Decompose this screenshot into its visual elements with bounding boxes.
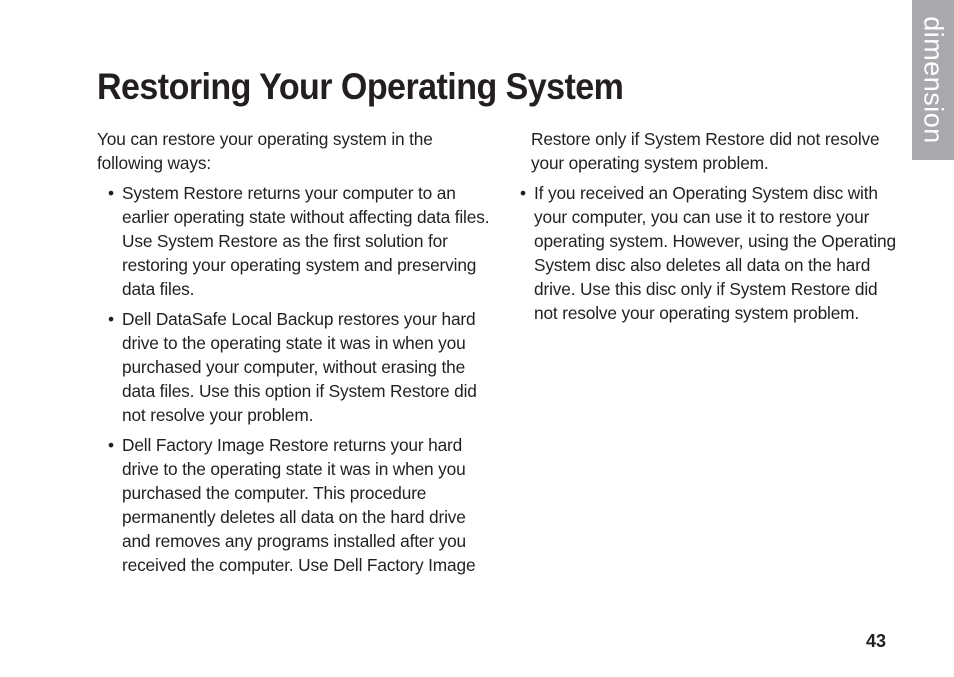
list-item-text: Dell Factory Image Restore returns your hard drive to the operating state it was in when you purchased the computer. This procedure permanently deletes all data on the hard drive and removes any programs installed after you received the computer. Use Dell Factory Image bbox=[122, 435, 476, 575]
side-tab bbox=[912, 0, 954, 160]
side-tab-label: dimension bbox=[918, 16, 949, 144]
list-item-factory-image-restore bbox=[108, 433, 492, 577]
right-column bbox=[520, 127, 905, 331]
bullet-icon: • bbox=[108, 183, 114, 203]
continued-paragraph: Restore only if System Restore did not resolve your operating system problem. bbox=[531, 129, 880, 173]
list-item-text: System Restore returns your computer to an earlier operating state without affecting data files. Use System Restore as the first solution for restoring your operating system and preserving data files. bbox=[122, 183, 490, 299]
restore-options-list bbox=[97, 181, 492, 577]
bullet-icon: • bbox=[108, 309, 114, 329]
left-column bbox=[97, 127, 492, 583]
list-item-datasafe-backup bbox=[108, 307, 492, 427]
restore-options-list-continued bbox=[520, 181, 905, 325]
page-title: Restoring Your Operating System bbox=[97, 66, 624, 107]
bullet-icon: • bbox=[520, 183, 526, 203]
list-item-text: Dell DataSafe Local Backup restores your hard drive to the operating state it was in when you purchased your computer, without erasing the data files. Use this option if System Restore did not resolve your problem. bbox=[122, 309, 477, 425]
list-item-system-restore bbox=[108, 181, 492, 301]
list-item-text: If you received an Operating System disc with your computer, you can use it to restore your operating system. However, using the Operating System disc also deletes all data on the hard drive. Use this disc only if System Restore did not resolve your operating system problem. bbox=[534, 183, 896, 323]
bullet-icon: • bbox=[108, 435, 114, 455]
intro-paragraph: You can restore your operating system in the following ways: bbox=[97, 129, 433, 173]
list-item-operating-system-disc bbox=[520, 181, 905, 325]
page-number: 43 bbox=[866, 631, 887, 651]
